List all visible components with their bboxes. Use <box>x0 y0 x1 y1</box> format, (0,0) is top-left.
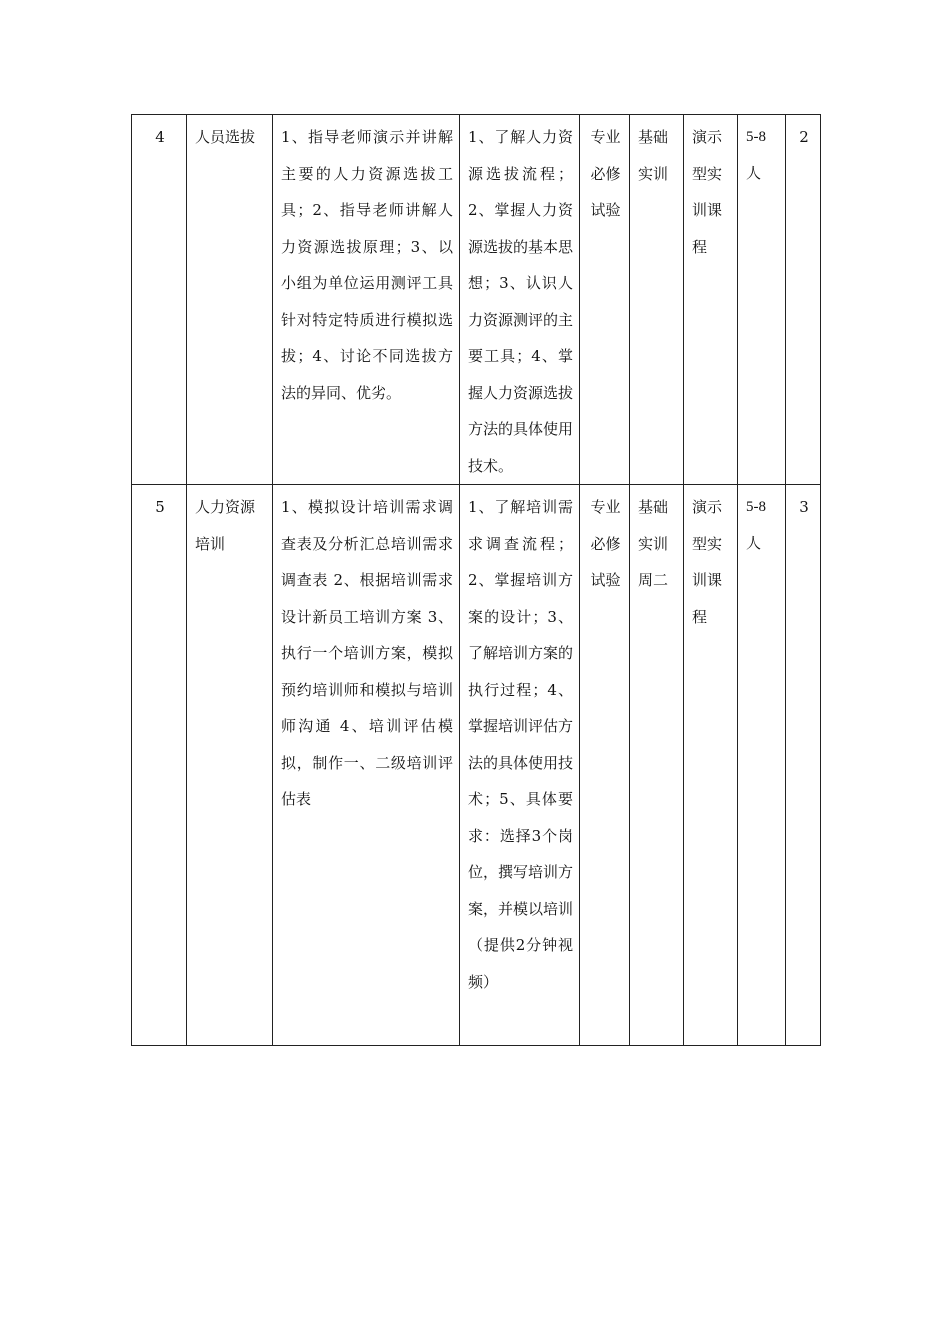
experiment-category: 基础实训周二 <box>630 485 684 1046</box>
experiment-type: 演示型实训课程 <box>684 115 738 485</box>
experiment-objectives: 1、了解培训需求调查流程；2、掌握培训方案的设计；3、了解培训方案的执行过程；4、掌握培训评估方法的具体使用技术；5、具体要求：选择3个岗位，撰写培训方案，并模以培训（提供2分钟视频） <box>460 485 580 1046</box>
experiment-category: 基础实训 <box>630 115 684 485</box>
row-number: 4 <box>132 115 187 485</box>
experiment-objectives: 1、了解人力资源选拔流程；2、掌握人力资源选拔的基本思想；3、认识人力资源测评的主要工具；4、掌握人力资源选拔方法的具体使用技术。 <box>460 115 580 485</box>
class-hours: 2 <box>786 115 821 485</box>
table-row <box>132 115 821 485</box>
experiment-name: 人员选拔 <box>187 115 273 485</box>
experiment-requirement: 专业必修试验 <box>580 115 630 485</box>
group-size: 5-8人 <box>738 115 786 485</box>
row-number: 5 <box>132 485 187 1046</box>
table-row <box>132 485 821 1046</box>
experiment-type: 演示型实训课程 <box>684 485 738 1046</box>
group-size: 5-8人 <box>738 485 786 1046</box>
class-hours: 3 <box>786 485 821 1046</box>
experiment-content: 1、指导老师演示并讲解主要的人力资源选拔工具；2、指导老师讲解人力资源选拔原理；3、以小组为单位运用测评工具针对特定特质进行模拟选拔；4、讨论不同选拔方法的异同、优劣。 <box>273 115 460 485</box>
experiment-content: 1、模拟设计培训需求调查表及分析汇总培训需求调查表 2、根据培训需求设计新员工培训方案 3、执行一个培训方案，模拟预约培训师和模拟与培训师沟通 4、培训评估模拟，制作一、二级培训评估表 <box>273 485 460 1046</box>
experiment-requirement: 专业必修试验 <box>580 485 630 1046</box>
experiment-table <box>131 114 821 1046</box>
experiment-name: 人力资源培训 <box>187 485 273 1046</box>
